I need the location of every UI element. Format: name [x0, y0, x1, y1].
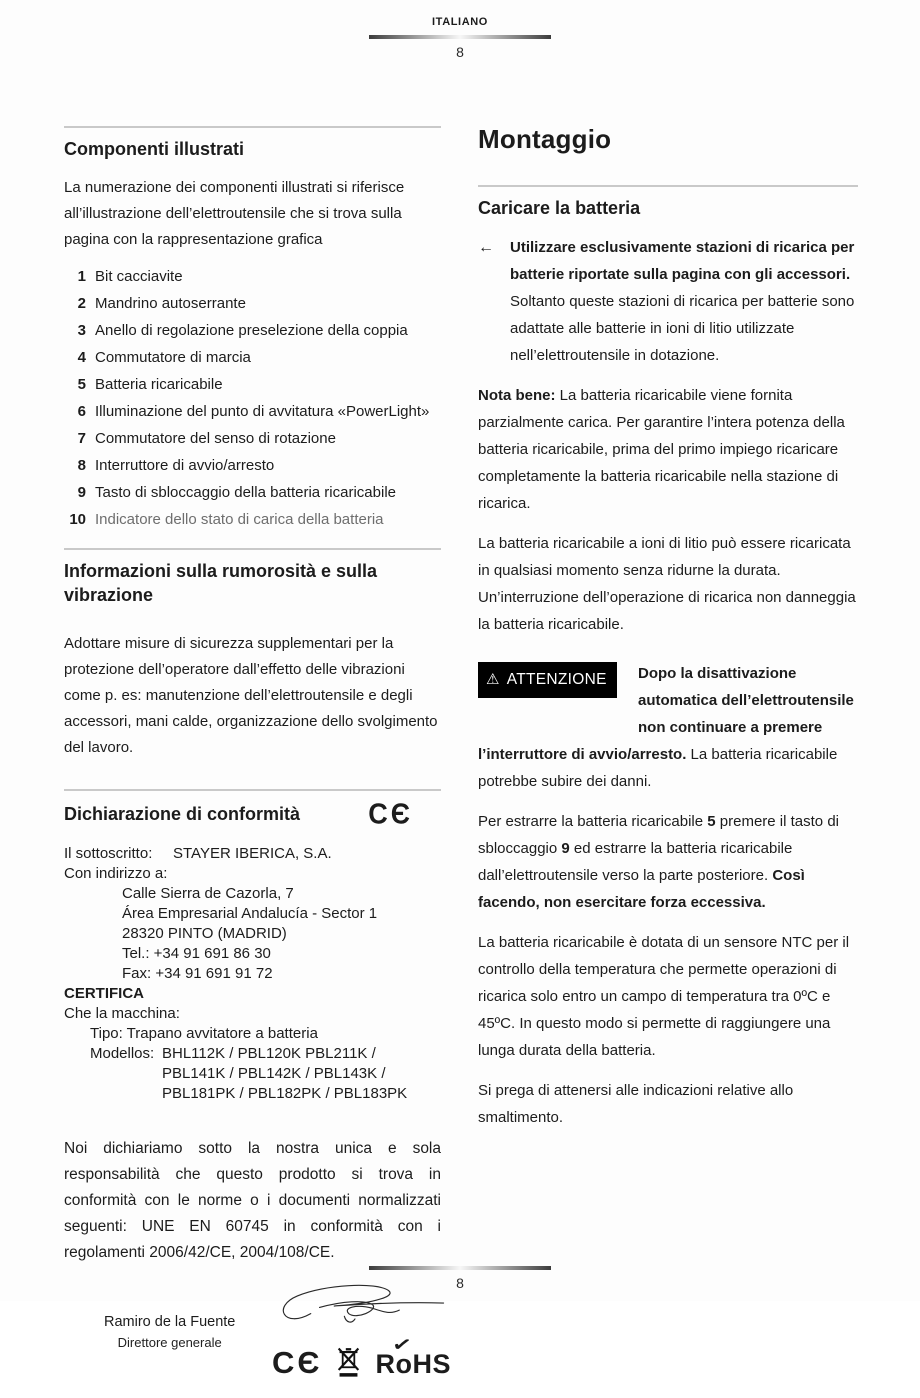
charge-instruction: ← Utilizzare esclusivamente stazioni di ricarica per batterie riportate sulla pagina con gli accessori. Soltanto queste stazioni di ricarica per batterie sono adattate alle batterie in ioni di litio utilizzate nell’elettroutensile in dotazione.: [478, 234, 858, 369]
charge-section-title: Caricare la batteria: [478, 198, 641, 218]
check-icon: ✓: [391, 1333, 415, 1358]
section-rule: [64, 548, 441, 550]
components-intro: La numerazione dei componenti illustrati si riferisce all’illustrazione dell’elettroutensile che si trova sulla pagina con la rappresentazione grafica: [64, 178, 405, 248]
warning-triangle-icon: ⚠: [486, 670, 500, 688]
models-block: Modellos: BHL112K / PBL120K PBL211K / PBL141K / PBL142K / PBL143K / PBL181PK / PBL182PK / PBL183PK: [90, 1045, 408, 1103]
declaration-header: [64, 799, 441, 830]
conformity-statement: Noi dichiariamo sotto la nostra unica e sola responsabilità che questo prodotto si trova in conformità con le norme o i documenti normalizzati seguenti: UNE EN 60745 in conformità con i regolamenti 2006/42/CE, 2004/108/CE.: [64, 1140, 441, 1262]
list-item: 4 Commutatore di marcia: [77, 348, 251, 366]
header-rule: [369, 35, 551, 39]
machine-label: Che la macchina:: [64, 1005, 180, 1023]
disposal-paragraph: Si prega di attenersi alle indicazioni relative allo smaltimento.: [478, 1081, 794, 1126]
signature-area: [64, 1280, 451, 1398]
address-lines: Calle Sierra de Cazorla, 7 Área Empresarial Andalucía - Sector 1 28320 PINTO (MADRID) Tel.: +34 91 691 86 30 Fax: +34 91 691 91 72: [122, 885, 378, 983]
declaration-block: [64, 844, 441, 1104]
models-lines: BHL112K / PBL120K PBL211K / PBL141K / PBL142K / PBL143K / PBL181PK / PBL182PK / PBL183PK: [162, 1045, 408, 1103]
subscriber-row: Il sottoscritto: STAYER IBERICA, S.A.: [64, 845, 332, 863]
company-name: STAYER IBERICA, S.A.: [173, 845, 332, 863]
ce-mark-icon: CЄ: [272, 1345, 323, 1381]
page-header: [0, 16, 920, 60]
noise-body: Adottare misure di sicurezza supplementari per la protezione dell’operatore dall’effetto delle vibrazioni come p. es: manutenzione dell’elettroutensile e degli accessori, mani calde, organizzazione dello svolgimento del lavoro.: [64, 635, 438, 757]
remove-battery-paragraph: Per estrarre la batteria ricaricabile 5 premere il tasto di sbloccaggio 9 ed estrarre la batteria ricaricabile dall’elettroutensile verso la parte posteriore. Così facendo, non esercitare forza eccessiva.: [478, 812, 839, 911]
noise-title: Informazioni sulla rumorosità e sulla vibrazione: [64, 560, 378, 605]
list-item: 2 Mandrino autoserrante: [77, 294, 246, 312]
list-item: 6 Illuminazione del punto di avvitatura «PowerLight»: [77, 402, 430, 420]
liion-paragraph: La batteria ricaricabile a ioni di litio può essere ricaricata in qualsiasi momento senza ridurne la durata. Un’interruzione dell’operazione di ricarica non danneggia la batteria ricaricabile.: [478, 534, 856, 633]
left-arrow-icon: ←: [478, 238, 494, 256]
components-list: [64, 267, 441, 530]
left-column: [64, 126, 451, 1398]
signer-block: [104, 1314, 235, 1350]
certification-logos: [272, 1333, 451, 1381]
attention-label: ATTENZIONE: [506, 670, 607, 688]
montaggio-title: Montaggio: [478, 124, 612, 154]
right-column: [478, 124, 858, 1144]
components-title: Componenti illustrati: [64, 139, 244, 159]
address-label: Con indirizzo a:: [64, 865, 168, 883]
attention-badge-wrap: [478, 660, 638, 716]
attention-badge: [478, 662, 617, 698]
list-item: 3 Anello di regolazione preselezione della coppia: [77, 321, 408, 339]
header-page-number: 8: [456, 44, 464, 60]
footer-rule: [369, 1266, 551, 1270]
section-rule: [64, 126, 441, 128]
type-line: Tipo: Trapano avvitatore a batteria: [90, 1025, 318, 1043]
ntc-paragraph: La batteria ricaricabile è dotata di un sensore NTC per il controllo della temperatura che permette operazioni di ricarica solo entro un campo di temperatura tra 0ºC e 45ºC. In questo modo si permette di raggiungere una lunga durata della batteria.: [478, 933, 850, 1059]
signer-title: Direttore generale: [117, 1335, 222, 1351]
page-footer: [0, 1259, 920, 1291]
note-paragraph: Nota bene: La batteria ricaricabile viene fornita parzialmente carica. Per garantire l’intera potenza della batteria ricaricabile, prima del primo impiego ricaricare completamente la batteria ricaricabile nella stazione di ricarica.: [478, 386, 845, 512]
warning-paragraph: ⚠ ATTENZIONE Dopo la disattivazione automatica dell’elettroutensile non continuare a premere l’interruttore di avvio/arresto. La batteria ricaricabile potrebbe subire dei danni.: [478, 660, 858, 795]
weee-bin-icon: [335, 1344, 362, 1378]
footer-page-number: 8: [456, 1275, 464, 1291]
language-label: ITALIANO: [432, 16, 488, 28]
declaration-title: Dichiarazione di conformità: [64, 803, 301, 824]
list-item: 9 Tasto di sbloccaggio della batteria ricaricabile: [77, 483, 396, 501]
list-item: 10 Indicatore dello stato di carica della batteria: [69, 510, 384, 528]
rohs-logo: RoHS ✓: [375, 1333, 451, 1380]
list-item: 5 Batteria ricaricabile: [77, 375, 223, 393]
section-rule: [478, 185, 858, 187]
ce-mark-icon: CЄ: [368, 798, 413, 830]
signer-name: Ramiro de la Fuente: [104, 1314, 236, 1331]
certify-heading: CERTIFICA: [64, 985, 144, 1003]
list-item: 8 Interruttore di avvio/arresto: [77, 456, 275, 474]
list-item: 1 Bit cacciavite: [77, 267, 183, 285]
section-rule: [64, 789, 441, 791]
list-item: 7 Commutatore del senso di rotazione: [77, 429, 336, 447]
